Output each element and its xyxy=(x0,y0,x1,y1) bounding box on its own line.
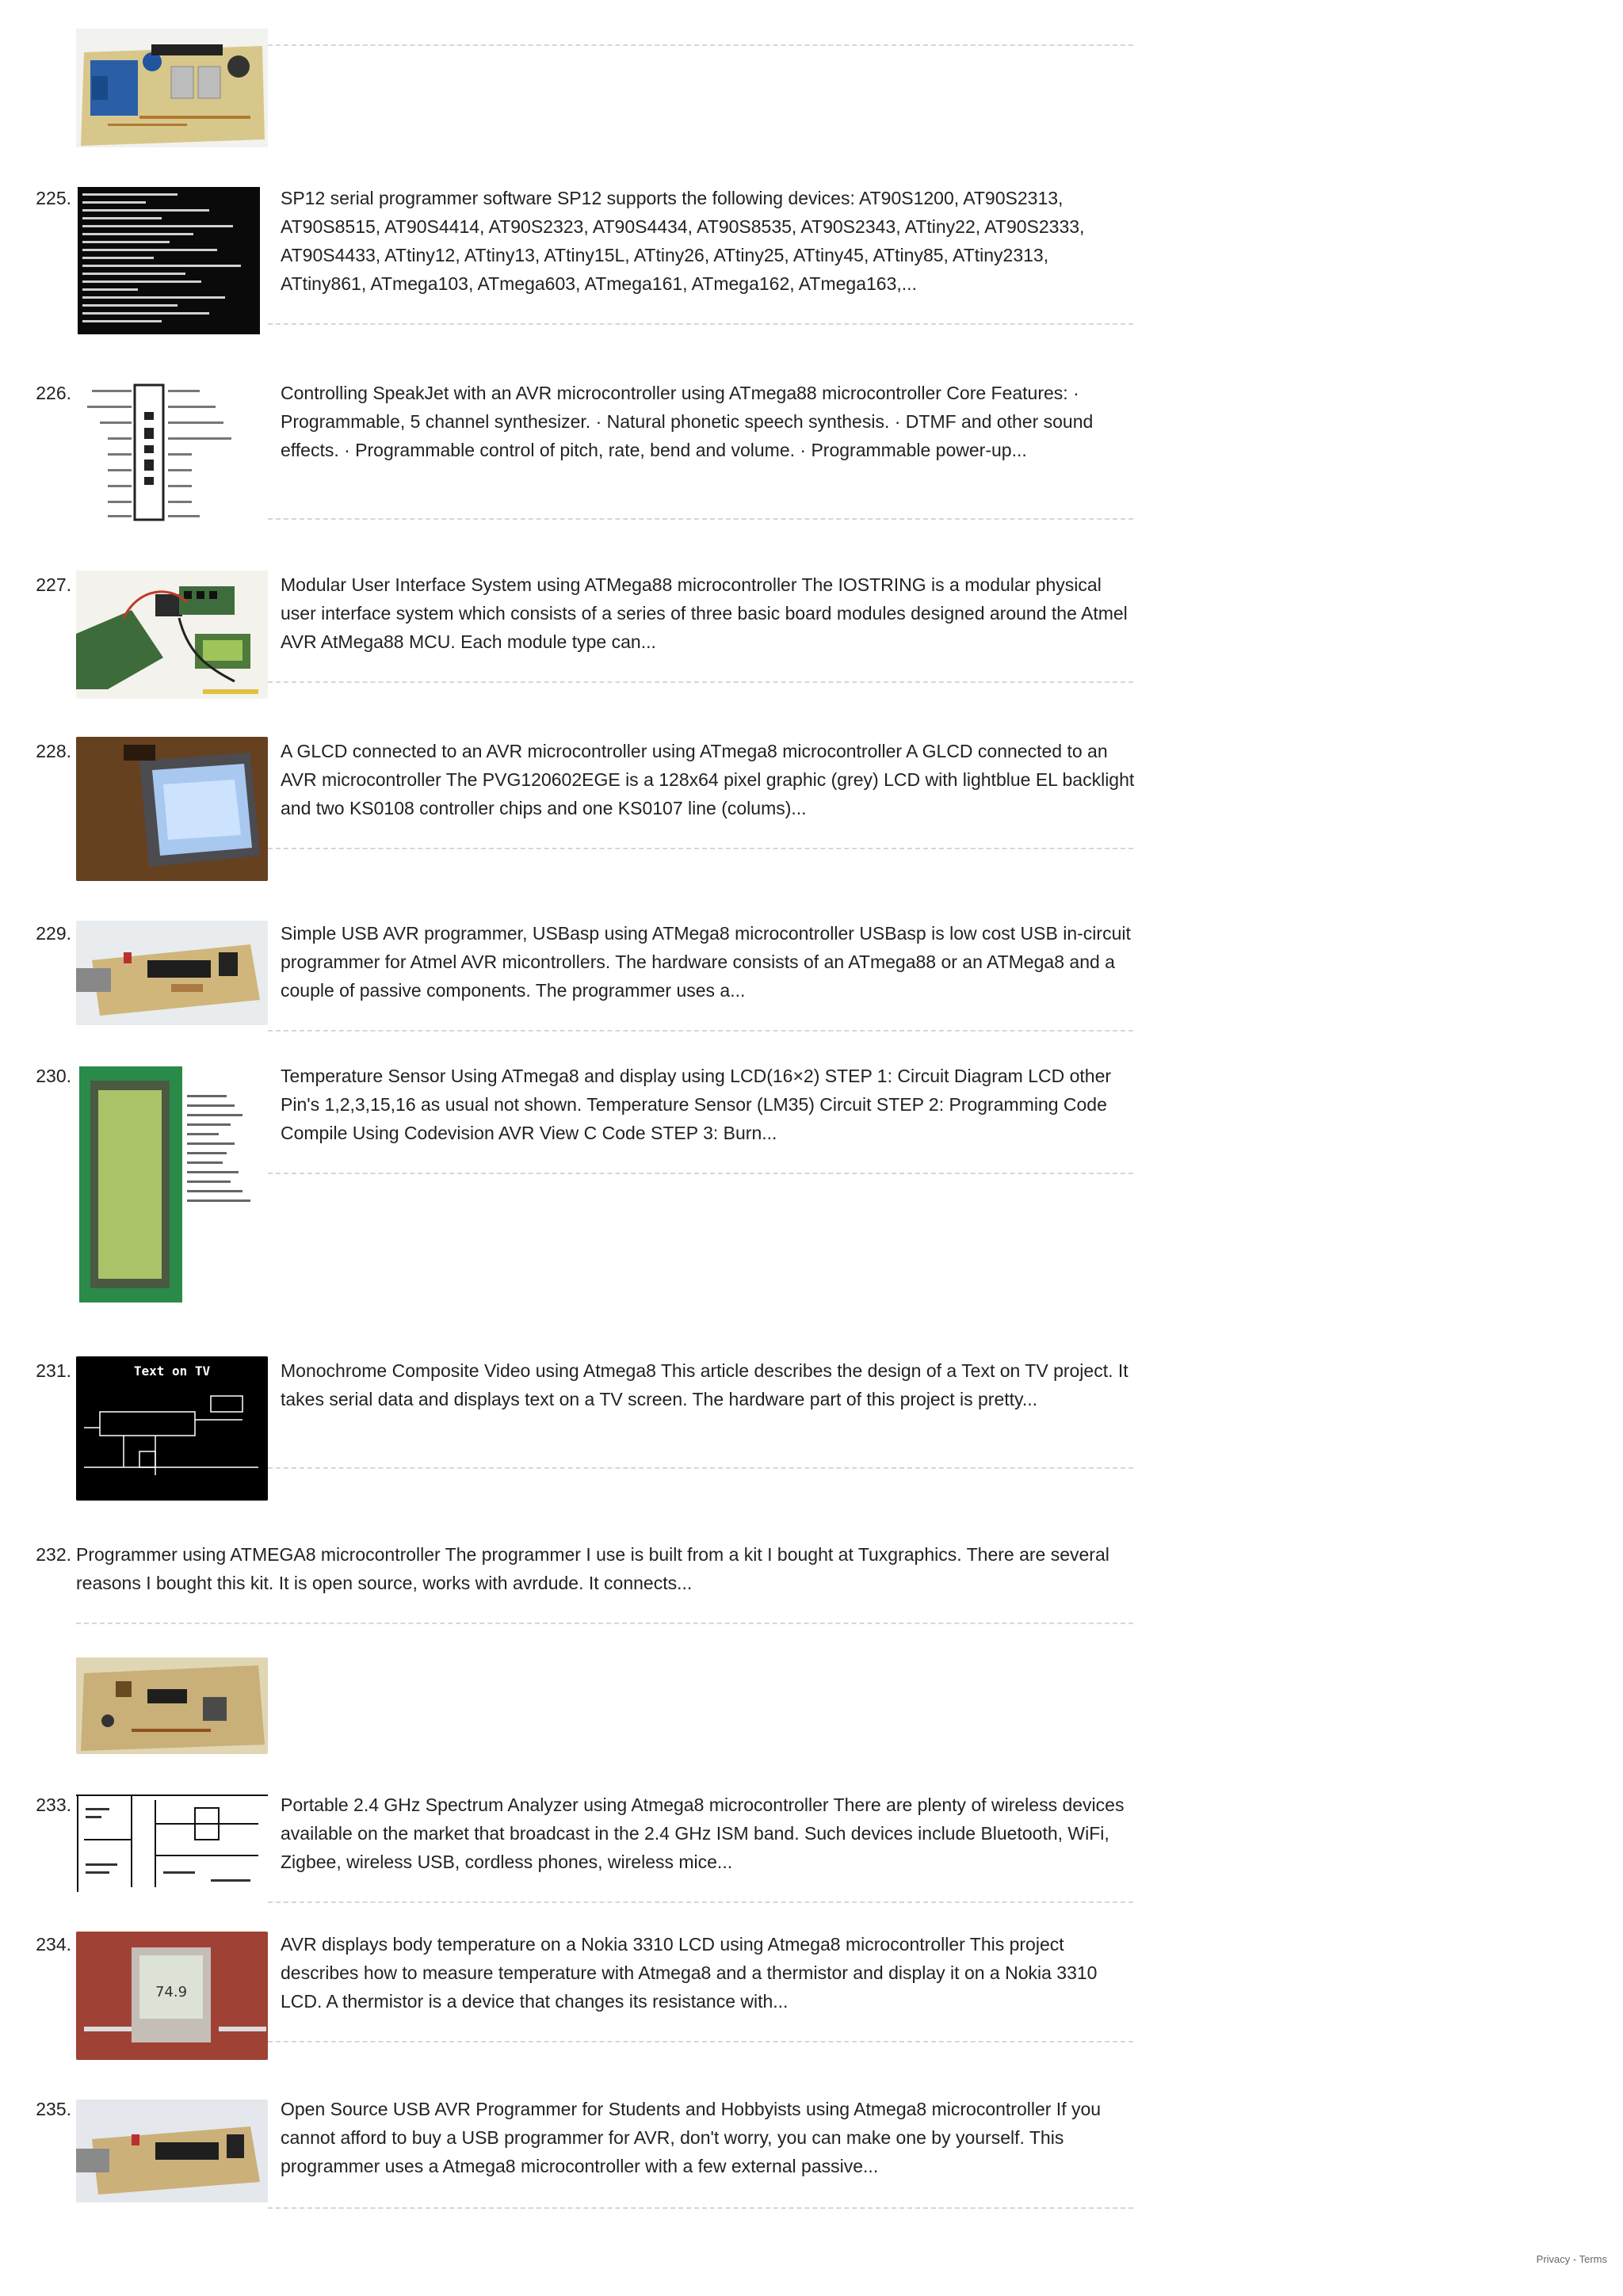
chip-pinout-diagram-icon[interactable] xyxy=(76,380,268,524)
item-number: 233. xyxy=(36,1794,71,1815)
item-description[interactable]: AVR displays body temperature on a Nokia 3310 LCD using Atmega8 microcontroller This project describes how to measure temperature with Atmega8 and a thermistor and display it on a Nokia 3310 LCD. A thermistor is a device that changes its resistance with... xyxy=(281,1934,1098,2012)
modules-photo-icon[interactable] xyxy=(76,570,268,699)
item-description[interactable]: Controlling SpeakJet with an AVR microcontroller using ATmega88 microcontroller Core Features: · Programmable, 5 channel synthesizer. · Natural phonetic speech synthesis. · DTMF and other sound effects. · Programmable control of pitch, rate, bend and volume. · Programmable power-up... xyxy=(281,383,1094,460)
item-description[interactable]: A GLCD connected to an AVR microcontroller using ATmega8 microcontroller A GLCD connected to an AVR microcontroller The PVG120602EGE is a 128x64 pixel graphic (grey) LCD with lightblue EL backlight and two KS0108 controller chips and one KS0107 line (colums)... xyxy=(281,741,1135,818)
programmer-kit-photo-icon[interactable] xyxy=(76,1657,268,1754)
item-number: 225. xyxy=(36,188,71,208)
item-number: 227. xyxy=(36,574,71,595)
separator xyxy=(268,848,1133,849)
item-description[interactable]: Simple USB AVR programmer, USBasp using ATMega8 microcontroller USBasp is low cost USB in-circuit programmer for Atmel AVR micontrollers. The hardware consists of an ATmega88 or an ATMega8 and a couple of passive components. The programmer uses a... xyxy=(281,923,1131,1001)
usbasp-board-photo-icon[interactable] xyxy=(76,921,268,1025)
terms-link[interactable]: Terms xyxy=(1579,2253,1607,2265)
item-description[interactable]: Monochrome Composite Video using Atmega8 This article describes the design of a Text on TV project. It takes serial data and displays text on a TV screen. The hardware part of this project is pretty... xyxy=(281,1360,1128,1409)
lcd-module-photo-icon[interactable] xyxy=(76,1063,268,1306)
footer xyxy=(1537,2253,1607,2265)
item-number: 232. xyxy=(36,1544,71,1565)
separator xyxy=(268,681,1133,683)
item-number: 234. xyxy=(36,1934,71,1955)
item-description[interactable]: Modular User Interface System using ATMega88 microcontroller The IOSTRING is a modular physical user interface system which consists of a series of three basic board modules designed around the Atmel AVR AtMega88 MCU. Each module type can... xyxy=(281,574,1128,652)
separator xyxy=(268,1030,1133,1032)
separator xyxy=(268,518,1133,520)
tv-schematic-image-icon[interactable] xyxy=(76,1356,268,1501)
item-description[interactable]: Temperature Sensor Using ATmega8 and display using LCD(16×2) STEP 1: Circuit Diagram LCD other Pin's 1,2,3,15,16 as usual not shown. Temperature Sensor (LM35) Circuit STEP 2: Programming Code Compile Using Codevision AVR View C Code STEP 3: Burn... xyxy=(281,1066,1112,1143)
separator xyxy=(76,1623,1133,1624)
separator xyxy=(268,2041,1133,2042)
item-description[interactable]: SP12 serial programmer software SP12 supports the following devices: AT90S1200, AT90S2313, AT90S8515, AT90S4414, AT90S2323, AT90S4434, AT90S8535, AT90S2343, ATtiny22, AT90S2333, AT90S4433, ATtiny12, ATtiny13, ATtiny15L, ATtiny26, ATtiny25, ATtiny45, ATtiny85, ATtiny2313, ATtiny861, ATmega103, ATmega603, ATmega161, ATmega162, ATmega163,... xyxy=(281,188,1085,294)
item-description[interactable]: Open Source USB AVR Programmer for Students and Hobbyists using Atmega8 microcontroller If you cannot afford to buy a USB programmer for AVR, don't worry, you can make one by yourself. This programmer uses a Atmega8 microcontroller with a few external passive... xyxy=(281,2099,1102,2176)
terminal-screenshot-icon[interactable] xyxy=(76,185,268,341)
item-description[interactable]: Programmer using ATMEGA8 microcontroller The programmer I use is built from a kit I bought at Tuxgraphics. There are several reasons I bought this kit. It is open source, works with avrdude. It connects... xyxy=(76,1544,1109,1593)
lcd-reading: 74.9 xyxy=(155,1984,188,2000)
separator xyxy=(268,1467,1133,1469)
usb-programmer-photo-icon[interactable] xyxy=(76,2100,268,2203)
item-number: 229. xyxy=(36,923,71,944)
nokia-lcd-photo-icon[interactable] xyxy=(76,1932,268,2060)
footer-separator: - xyxy=(1570,2253,1579,2265)
schematic-diagram-icon[interactable] xyxy=(76,1792,268,1895)
separator xyxy=(268,44,1133,46)
pcb-board-photo-icon[interactable] xyxy=(76,29,268,147)
thumb-title: Text on TV xyxy=(133,1363,211,1379)
item-number: 226. xyxy=(36,383,71,403)
separator xyxy=(268,2207,1133,2209)
glcd-photo-icon[interactable] xyxy=(76,737,268,881)
item-number: 231. xyxy=(36,1360,71,1381)
separator xyxy=(268,1173,1133,1174)
item-number: 235. xyxy=(36,2099,71,2119)
item-number: 228. xyxy=(36,741,71,761)
privacy-link[interactable]: Privacy xyxy=(1536,2253,1571,2265)
item-description[interactable]: Portable 2.4 GHz Spectrum Analyzer using Atmega8 microcontroller There are plenty of wireless devices available on the market that broadcast in the 2.4 GHz ISM band. Such devices include Bluetooth, WiFi, Zigbee, wireless USB, cordless phones, wireless mice... xyxy=(281,1794,1125,1872)
separator xyxy=(268,1901,1133,1903)
item-number: 230. xyxy=(36,1066,71,1086)
separator xyxy=(268,323,1133,325)
